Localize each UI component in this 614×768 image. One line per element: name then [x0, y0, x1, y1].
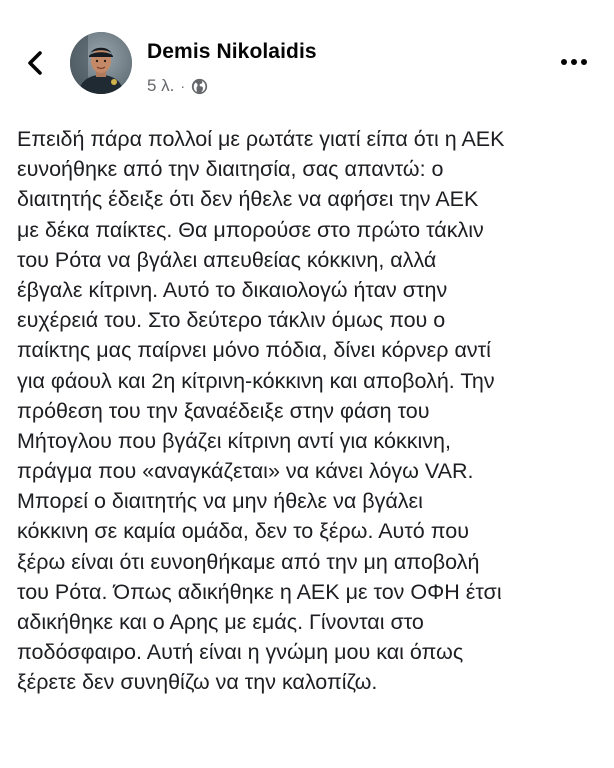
post-text-line: ποδόσφαιρο. Αυτή είναι η γνώμη μου και όπως	[17, 640, 464, 665]
post-meta	[147, 75, 208, 97]
meta-separator: ·	[180, 78, 186, 94]
author-name[interactable]: Demis Nikolaidis	[147, 40, 317, 63]
post-text-line: Επειδή πάρα πολλοί με ρωτάτε γιατί είπα ότι η ΑΕΚ	[17, 127, 505, 151]
profile-photo	[70, 32, 132, 94]
post-text-line: ξέρω είναι ότι ευνοηθήκαμε από την μη αποβολή	[17, 549, 480, 574]
post-timestamp[interactable]: 5 λ.	[147, 76, 175, 95]
post-text-line: ξέρετε δεν συνηθίζω να την καλοπίζω.	[17, 670, 378, 695]
post-text-line: με δέκα παίκτες. Θα μπορούσε στο πρώτο τάκλιν	[17, 217, 484, 242]
more-options-button[interactable]	[556, 48, 592, 76]
more-options-icon	[560, 58, 588, 66]
post-text-line: πρόθεση του την ξαναέδειξε στην φάση του	[17, 398, 430, 423]
post-text-line: του Ρότα. Όπως αδικήθηκε η ΑΕΚ με τον ΟΦΗ έτσι	[17, 579, 502, 604]
post-text-line: ευνοήθηκε από την διαιτησία, σας απαντώ: ο	[17, 157, 444, 182]
post-text-line: Μήτογλου που βγάζει κίτρινη αντί για κόκκινη,	[17, 428, 451, 453]
post-body	[17, 124, 607, 698]
post-header	[0, 0, 614, 110]
post-text-line: του Ρότα να βγάλει απευθείας κόκκινη, αλλά	[17, 247, 437, 272]
post-text-line: παίκτης μας παίρνει μόνο πόδια, δίνει κόρνερ αντί	[17, 338, 491, 363]
back-button[interactable]	[18, 44, 52, 82]
chevron-left-icon	[27, 50, 43, 76]
post-text-line: ευχέρειά του. Στο δεύτερο τάκλιν όμως που ο	[17, 308, 446, 333]
post-text-line: κόκκινη σε καμία ομάδα, δεν το ξέρω. Αυτό που	[17, 519, 469, 544]
post-text-line: έβγαλε κίτρινη. Αυτό το δικαιολογώ ήταν στην	[17, 277, 448, 302]
post-text-line: διαιτητής έδειξε ότι δεν ήθελε να αφήσει την ΑΕΚ	[17, 187, 479, 212]
post-text-line: για φάουλ και 2η κίτρινη-κόκκινη και αποβολή. Την	[17, 368, 495, 393]
globe-icon[interactable]	[191, 78, 208, 95]
post-text-line: Μπορεί ο διαιτητής να μην ήθελε να βγάλει	[17, 489, 423, 514]
post-text-line: πράγμα που «αναγκάζεται» να κάνει λόγω VAR.	[17, 459, 474, 484]
post-text-line: αδικήθηκε και ο Αρης με εμάς. Γίνονται στο	[17, 610, 424, 634]
avatar[interactable]	[70, 32, 132, 94]
